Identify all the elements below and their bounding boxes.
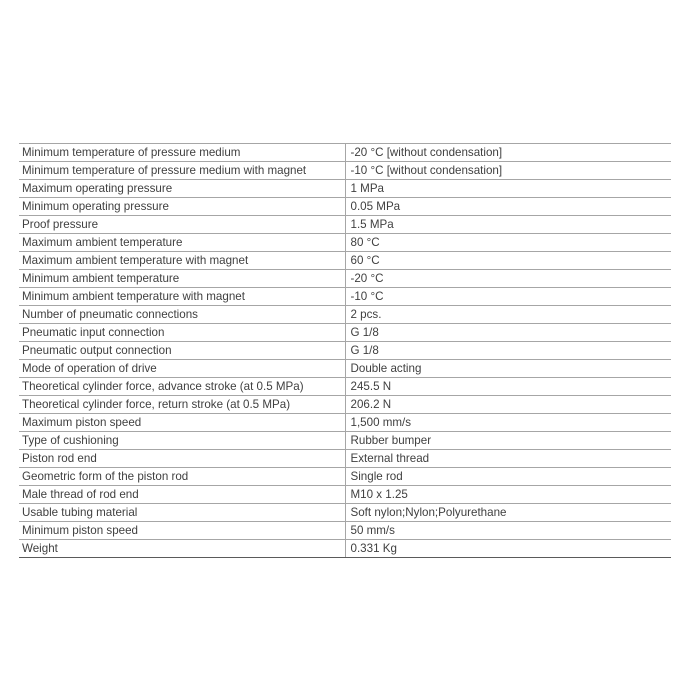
spec-value: 245.5 N xyxy=(345,378,671,396)
spec-parameter: Mode of operation of drive xyxy=(19,360,345,378)
spec-value: 0.331 Kg xyxy=(345,540,671,558)
spec-table-body xyxy=(19,144,671,558)
spec-value: -10 °C [without condensation] xyxy=(345,162,671,180)
spec-parameter: Theoretical cylinder force, return stroke (at 0.5 MPa) xyxy=(19,396,345,414)
table-row xyxy=(19,540,671,558)
spec-parameter: Maximum operating pressure xyxy=(19,180,345,198)
table-row xyxy=(19,396,671,414)
table-row xyxy=(19,216,671,234)
table-row xyxy=(19,522,671,540)
table-row xyxy=(19,144,671,162)
table-row xyxy=(19,234,671,252)
spec-parameter: Maximum ambient temperature xyxy=(19,234,345,252)
spec-value: 60 °C xyxy=(345,252,671,270)
table-row xyxy=(19,414,671,432)
spec-parameter: Minimum ambient temperature with magnet xyxy=(19,288,345,306)
spec-value: Double acting xyxy=(345,360,671,378)
spec-value: 1.5 MPa xyxy=(345,216,671,234)
spec-parameter: Maximum piston speed xyxy=(19,414,345,432)
table-row xyxy=(19,486,671,504)
table-row xyxy=(19,504,671,522)
spec-parameter: Theoretical cylinder force, advance stroke (at 0.5 MPa) xyxy=(19,378,345,396)
spec-parameter: Type of cushioning xyxy=(19,432,345,450)
spec-value: Soft nylon;Nylon;Polyurethane xyxy=(345,504,671,522)
spec-value: 2 pcs. xyxy=(345,306,671,324)
table-row xyxy=(19,198,671,216)
table-row xyxy=(19,378,671,396)
spec-value: Single rod xyxy=(345,468,671,486)
spec-parameter: Weight xyxy=(19,540,345,558)
spec-parameter: Proof pressure xyxy=(19,216,345,234)
spec-parameter: Pneumatic input connection xyxy=(19,324,345,342)
spec-parameter: Minimum temperature of pressure medium with magnet xyxy=(19,162,345,180)
spec-value: -10 °C xyxy=(345,288,671,306)
table-row xyxy=(19,288,671,306)
table-row xyxy=(19,360,671,378)
spec-value: -20 °C xyxy=(345,270,671,288)
spec-value: External thread xyxy=(345,450,671,468)
table-row xyxy=(19,270,671,288)
spec-value: -20 °C [without condensation] xyxy=(345,144,671,162)
table-row xyxy=(19,306,671,324)
spec-parameter: Usable tubing material xyxy=(19,504,345,522)
spec-table xyxy=(19,143,671,558)
table-row xyxy=(19,180,671,198)
spec-parameter: Maximum ambient temperature with magnet xyxy=(19,252,345,270)
spec-value: 206.2 N xyxy=(345,396,671,414)
spec-value: 1 MPa xyxy=(345,180,671,198)
spec-parameter: Minimum ambient temperature xyxy=(19,270,345,288)
spec-value: 1,500 mm/s xyxy=(345,414,671,432)
table-row xyxy=(19,252,671,270)
table-row xyxy=(19,450,671,468)
spec-parameter: Minimum piston speed xyxy=(19,522,345,540)
spec-parameter: Piston rod end xyxy=(19,450,345,468)
table-row xyxy=(19,342,671,360)
spec-value: 80 °C xyxy=(345,234,671,252)
table-row xyxy=(19,432,671,450)
spec-value: G 1/8 xyxy=(345,324,671,342)
spec-parameter: Minimum operating pressure xyxy=(19,198,345,216)
table-row xyxy=(19,162,671,180)
spec-value: M10 x 1.25 xyxy=(345,486,671,504)
spec-value: G 1/8 xyxy=(345,342,671,360)
spec-parameter: Minimum temperature of pressure medium xyxy=(19,144,345,162)
spec-value: 0.05 MPa xyxy=(345,198,671,216)
spec-value: Rubber bumper xyxy=(345,432,671,450)
table-row xyxy=(19,324,671,342)
spec-parameter: Male thread of rod end xyxy=(19,486,345,504)
spec-parameter: Number of pneumatic connections xyxy=(19,306,345,324)
spec-value: 50 mm/s xyxy=(345,522,671,540)
spec-parameter: Geometric form of the piston rod xyxy=(19,468,345,486)
spec-parameter: Pneumatic output connection xyxy=(19,342,345,360)
table-row xyxy=(19,468,671,486)
